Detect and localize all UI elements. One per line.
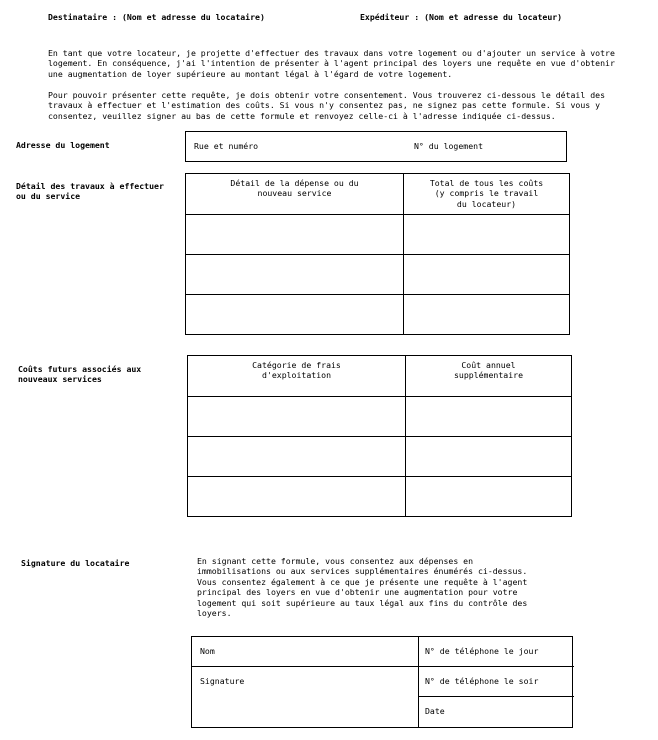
evening-phone-label: N° de téléphone le soir: [425, 676, 539, 686]
signature-box: [191, 636, 573, 728]
work-total-cell[interactable]: [404, 295, 570, 335]
work-section-label: Détail des travaux à effectuer ou du service: [16, 181, 164, 202]
day-phone-label: N° de téléphone le jour: [425, 646, 539, 656]
future-costs-table: [187, 355, 572, 517]
annual-cost-cell[interactable]: [406, 477, 572, 517]
annual-cost-cell[interactable]: [406, 397, 572, 437]
address-field[interactable]: [185, 131, 567, 162]
signature-field[interactable]: [192, 667, 418, 729]
intro-paragraph-2: Pour pouvoir présenter cette requête, je dois obtenir votre consentement. Vous trouverez ci-dessous le détail des travaux à effectuer et l'estimation des coûts. Si vous n'y consentez pas, ne signez pas cette formule. Si vous y consentez, veuillez signer au bas de cette formule et renvoyez celle-ci à l'adresse indiquée ci-dessus.: [48, 90, 606, 121]
unit-number-label: N° du logement: [414, 141, 484, 151]
name-field[interactable]: [192, 637, 418, 666]
evening-phone-field[interactable]: [419, 667, 574, 696]
cost-category-cell[interactable]: [188, 477, 406, 517]
table-row: [188, 477, 572, 517]
table-row: [186, 215, 570, 255]
table-row: [186, 255, 570, 295]
work-details-table: [185, 173, 570, 335]
work-detail-cell[interactable]: [186, 255, 404, 295]
costs-section-label: Coûts futurs associés aux nouveaux services: [18, 364, 142, 385]
work-detail-cell[interactable]: [186, 295, 404, 335]
work-total-cell[interactable]: [404, 255, 570, 295]
annual-cost-cell[interactable]: [406, 437, 572, 477]
signature-label: Signature: [200, 676, 245, 686]
address-section-label: Adresse du logement: [16, 140, 110, 150]
intro-paragraph-1: En tant que votre locateur, je projette d'effectuer des travaux dans votre logement ou d'ajouter un service à votre logement. En conséquence, j'ai l'intention de présenter à l'agent principal des loyers une requête en vue d'obtenir une augmentation de loyer supérieure au montant légal à l'égard de votre logement.: [48, 48, 615, 79]
table-row: [186, 295, 570, 335]
recipient-label: Destinataire : (Nom et adresse du locataire): [48, 12, 265, 22]
cost-category-header: Catégorie de frais d'exploitation: [188, 356, 406, 397]
street-label: Rue et numéro: [194, 141, 259, 151]
work-detail-cell[interactable]: [186, 215, 404, 255]
name-label: Nom: [200, 646, 215, 656]
table-row: [188, 437, 572, 477]
table-row: [188, 397, 572, 437]
day-phone-field[interactable]: [419, 637, 574, 666]
work-total-cell[interactable]: [404, 215, 570, 255]
date-field[interactable]: [419, 697, 574, 729]
annual-cost-header: Coût annuel supplémentaire: [406, 356, 572, 397]
date-label: Date: [425, 706, 445, 716]
cost-category-cell[interactable]: [188, 397, 406, 437]
cost-category-cell[interactable]: [188, 437, 406, 477]
signature-consent-text: En signant cette formule, vous consentez aux dépenses en immobilisations ou aux services supplémentaires énumérés ci-dessus. Vous consentez également à ce que je présente une requête à l'agent principal des loyers en vue d'obtenir une augmentation pour votre logement qui soit supérieure au taux légal aux fins du contrôle des loyers.: [197, 556, 528, 619]
work-total-header: Total de tous les coûts (y compris le travail du locateur): [404, 174, 570, 215]
signature-section-label: Signature du locataire: [21, 558, 130, 568]
work-detail-header: Détail de la dépense ou du nouveau service: [186, 174, 404, 215]
sender-label: Expéditeur : (Nom et adresse du locateur): [360, 12, 563, 22]
